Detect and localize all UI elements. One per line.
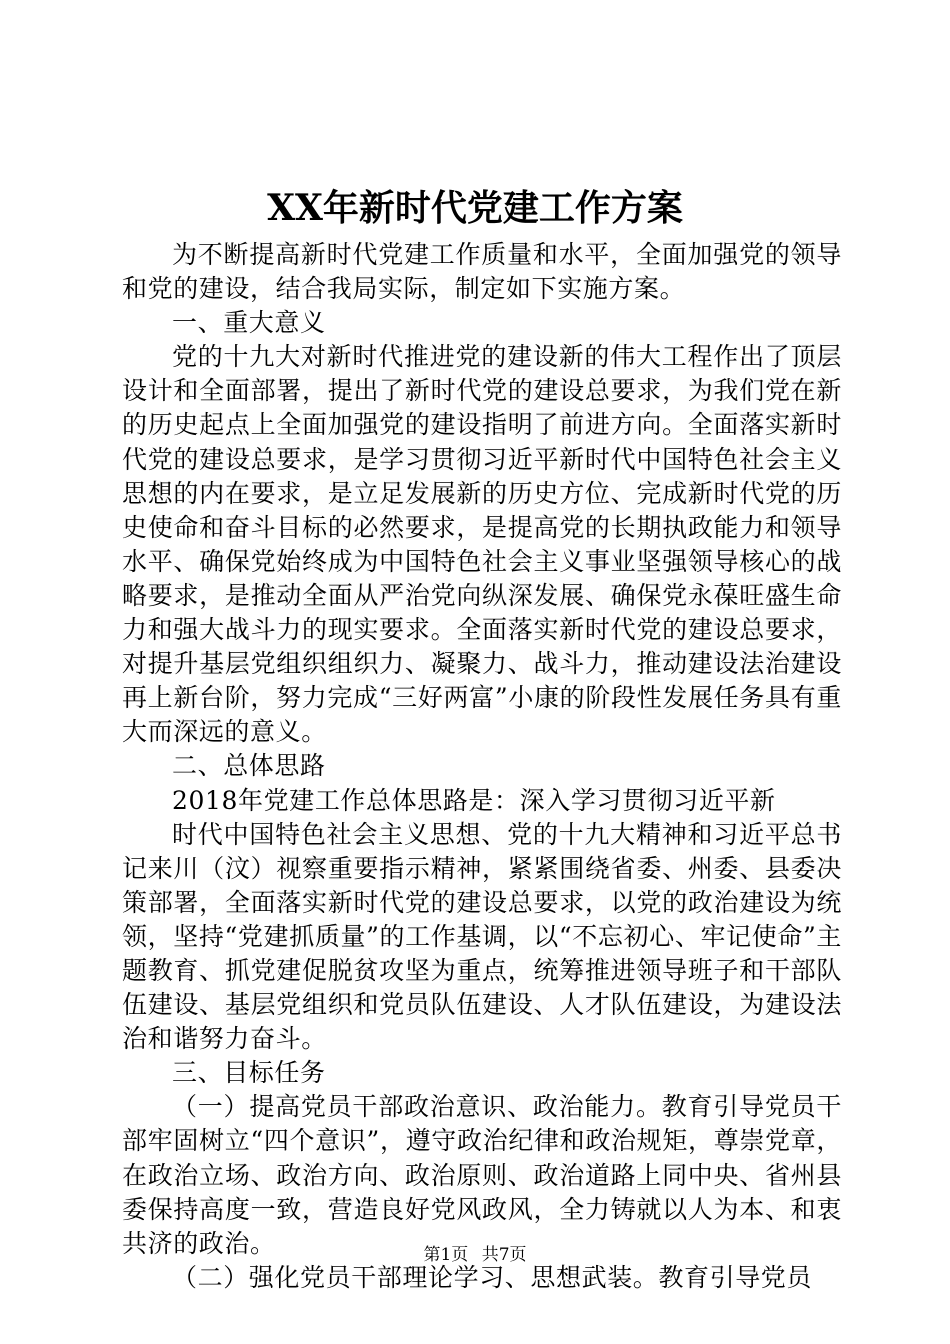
section-heading-2: 二、总体思路 [172, 751, 326, 781]
document-title: XX年新时代党建工作方案 [267, 187, 683, 229]
page-number: 第1页 [423, 1245, 469, 1265]
intro-paragraph: 为不断提高新时代党建工作质量和水平，全面加强党的领导和党的建设，结合我局实际，制定如下实施方案。 [122, 240, 842, 304]
body-paragraph: （一）提高党员干部政治意识、政治能力。教育引导党员干部牢固树立“四个意识”，遵守政治纪律和政治规矩，尊崇党章，在政治立场、政治方向、政治原则、政治道路上同中央、省州县委保持高度一致，营造良好党风政风，全力铸就以人为本、和衷共济的政治。 [122, 1092, 842, 1258]
body-paragraph: （二）强化党员干部理论学习、思想武装。教育引导党员 [172, 1262, 813, 1292]
page-footer [0, 1243, 950, 1267]
section-heading-1: 一、重大意义 [172, 308, 326, 338]
document-body [122, 238, 842, 1295]
body-paragraph: 党的十九大对新时代推进党的建设新的伟大工程作出了顶层设计和全面部署，提出了新时代党的建设总要求，为我们党在新的历史起点上全面加强党的建设指明了前进方向。全面落实新时代党的建设总要求，是学习贯彻习近平新时代中国特色社会主义思想的内在要求，是立足发展新的历史方位、完成新时代党的历史使命和奋斗目标的必然要求，是提高党的长期执政能力和领导水平、确保党始终成为中国特色社会主义事业坚强领导核心的战略要求，是推动全面从严治党向纵深发展、确保党永葆旺盛生命力和强大战斗力的现实要求。全面落实新时代党的建设总要求，对提升基层党组织组织力、凝聚力、战斗力，推动建设法治建设再上新台阶，努力完成“三好两富”小康的阶段性发展任务具有重大而深远的意义。 [122, 342, 842, 747]
page-total: 共7页 [481, 1245, 527, 1265]
section-heading-3: 三、目标任务 [172, 1058, 326, 1088]
body-paragraph: 时代中国特色社会主义思想、党的十九大精神和习近平总书记来川（汶）视察重要指示精神，紧紧围绕省委、州委、县委决策部署，全面落实新时代党的建设总要求，以党的政治建设为统领，坚持“党建抓质量”的工作基调，以“不忘初心、牢记使命”主题教育、抓党建促脱贫攻坚为重点，统筹推进领导班子和干部队伍建设、基层党组织和党员队伍建设、人才队伍建设，为建设法治和谐努力奋斗。 [122, 819, 842, 1054]
body-paragraph: 2018年党建工作总体思路是：深入学习贯彻习近平新 [172, 785, 776, 815]
